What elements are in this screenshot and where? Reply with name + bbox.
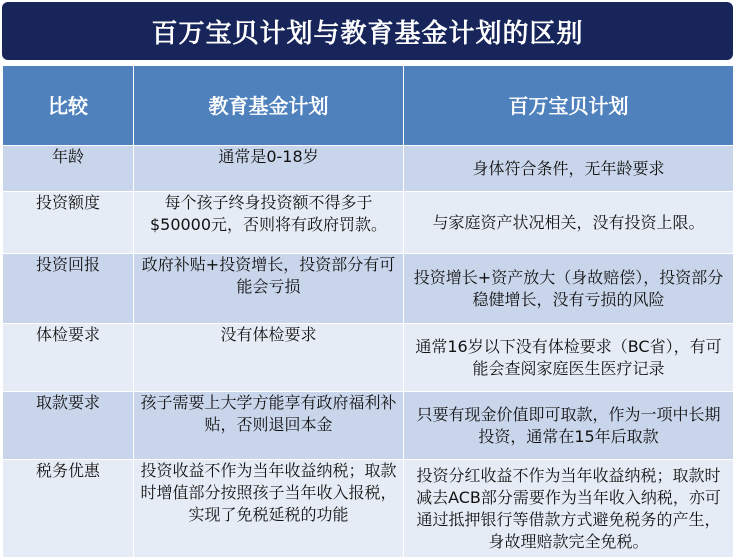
table-row — [3, 146, 734, 192]
education-cell: 没有体检要求 — [134, 324, 404, 392]
table-row — [3, 324, 734, 392]
education-cell: 投资收益不作为当年收益纳税；取款时增值部分按照孩子当年收入报税，实现了免税延税的功能 — [134, 460, 404, 558]
education-cell: 孩子需要上大学方能享有政府福利补贴，否则退回本金 — [134, 392, 404, 460]
comparison-table — [2, 65, 734, 558]
row-label: 年龄 — [3, 146, 134, 192]
row-label: 投资额度 — [3, 192, 134, 254]
million-cell: 与家庭资产状况相关，没有投资上限。 — [404, 192, 734, 254]
header-million-baby-plan: 百万宝贝计划 — [404, 66, 734, 146]
header-education-plan: 教育基金计划 — [134, 66, 404, 146]
education-cell: 通常是0-18岁 — [134, 146, 404, 192]
million-cell: 通常16岁以下没有体检要求（BC省），有可能会查阅家庭医生医疗记录 — [404, 324, 734, 392]
row-label: 投资回报 — [3, 254, 134, 324]
table-header-row — [3, 66, 734, 146]
row-label: 体检要求 — [3, 324, 134, 392]
table-row — [3, 254, 734, 324]
million-cell: 投资分红收益不作为当年收益纳税；取款时减去ACB部分需要作为当年收入纳税，亦可通过抵押银行等借款方式避免税务的产生，身故理赔款完全免税。 — [404, 460, 734, 558]
row-label: 税务优惠 — [3, 460, 134, 558]
header-compare: 比较 — [3, 66, 134, 146]
million-cell: 投资增长+资产放大（身故赔偿），投资部分稳健增长，没有亏损的风险 — [404, 254, 734, 324]
education-cell: 政府补贴+投资增长，投资部分有可能会亏损 — [134, 254, 404, 324]
million-cell: 只要有现金价值即可取款，作为一项中长期投资，通常在15年后取款 — [404, 392, 734, 460]
row-label: 取款要求 — [3, 392, 134, 460]
million-cell: 身体符合条件，无年龄要求 — [404, 146, 734, 192]
education-cell: 每个孩子终身投资额不得多于$50000元，否则将有政府罚款。 — [134, 192, 404, 254]
table-row — [3, 392, 734, 460]
table-row — [3, 192, 734, 254]
table-row — [3, 460, 734, 558]
page-title: 百万宝贝计划与教育基金计划的区别 — [2, 2, 733, 60]
